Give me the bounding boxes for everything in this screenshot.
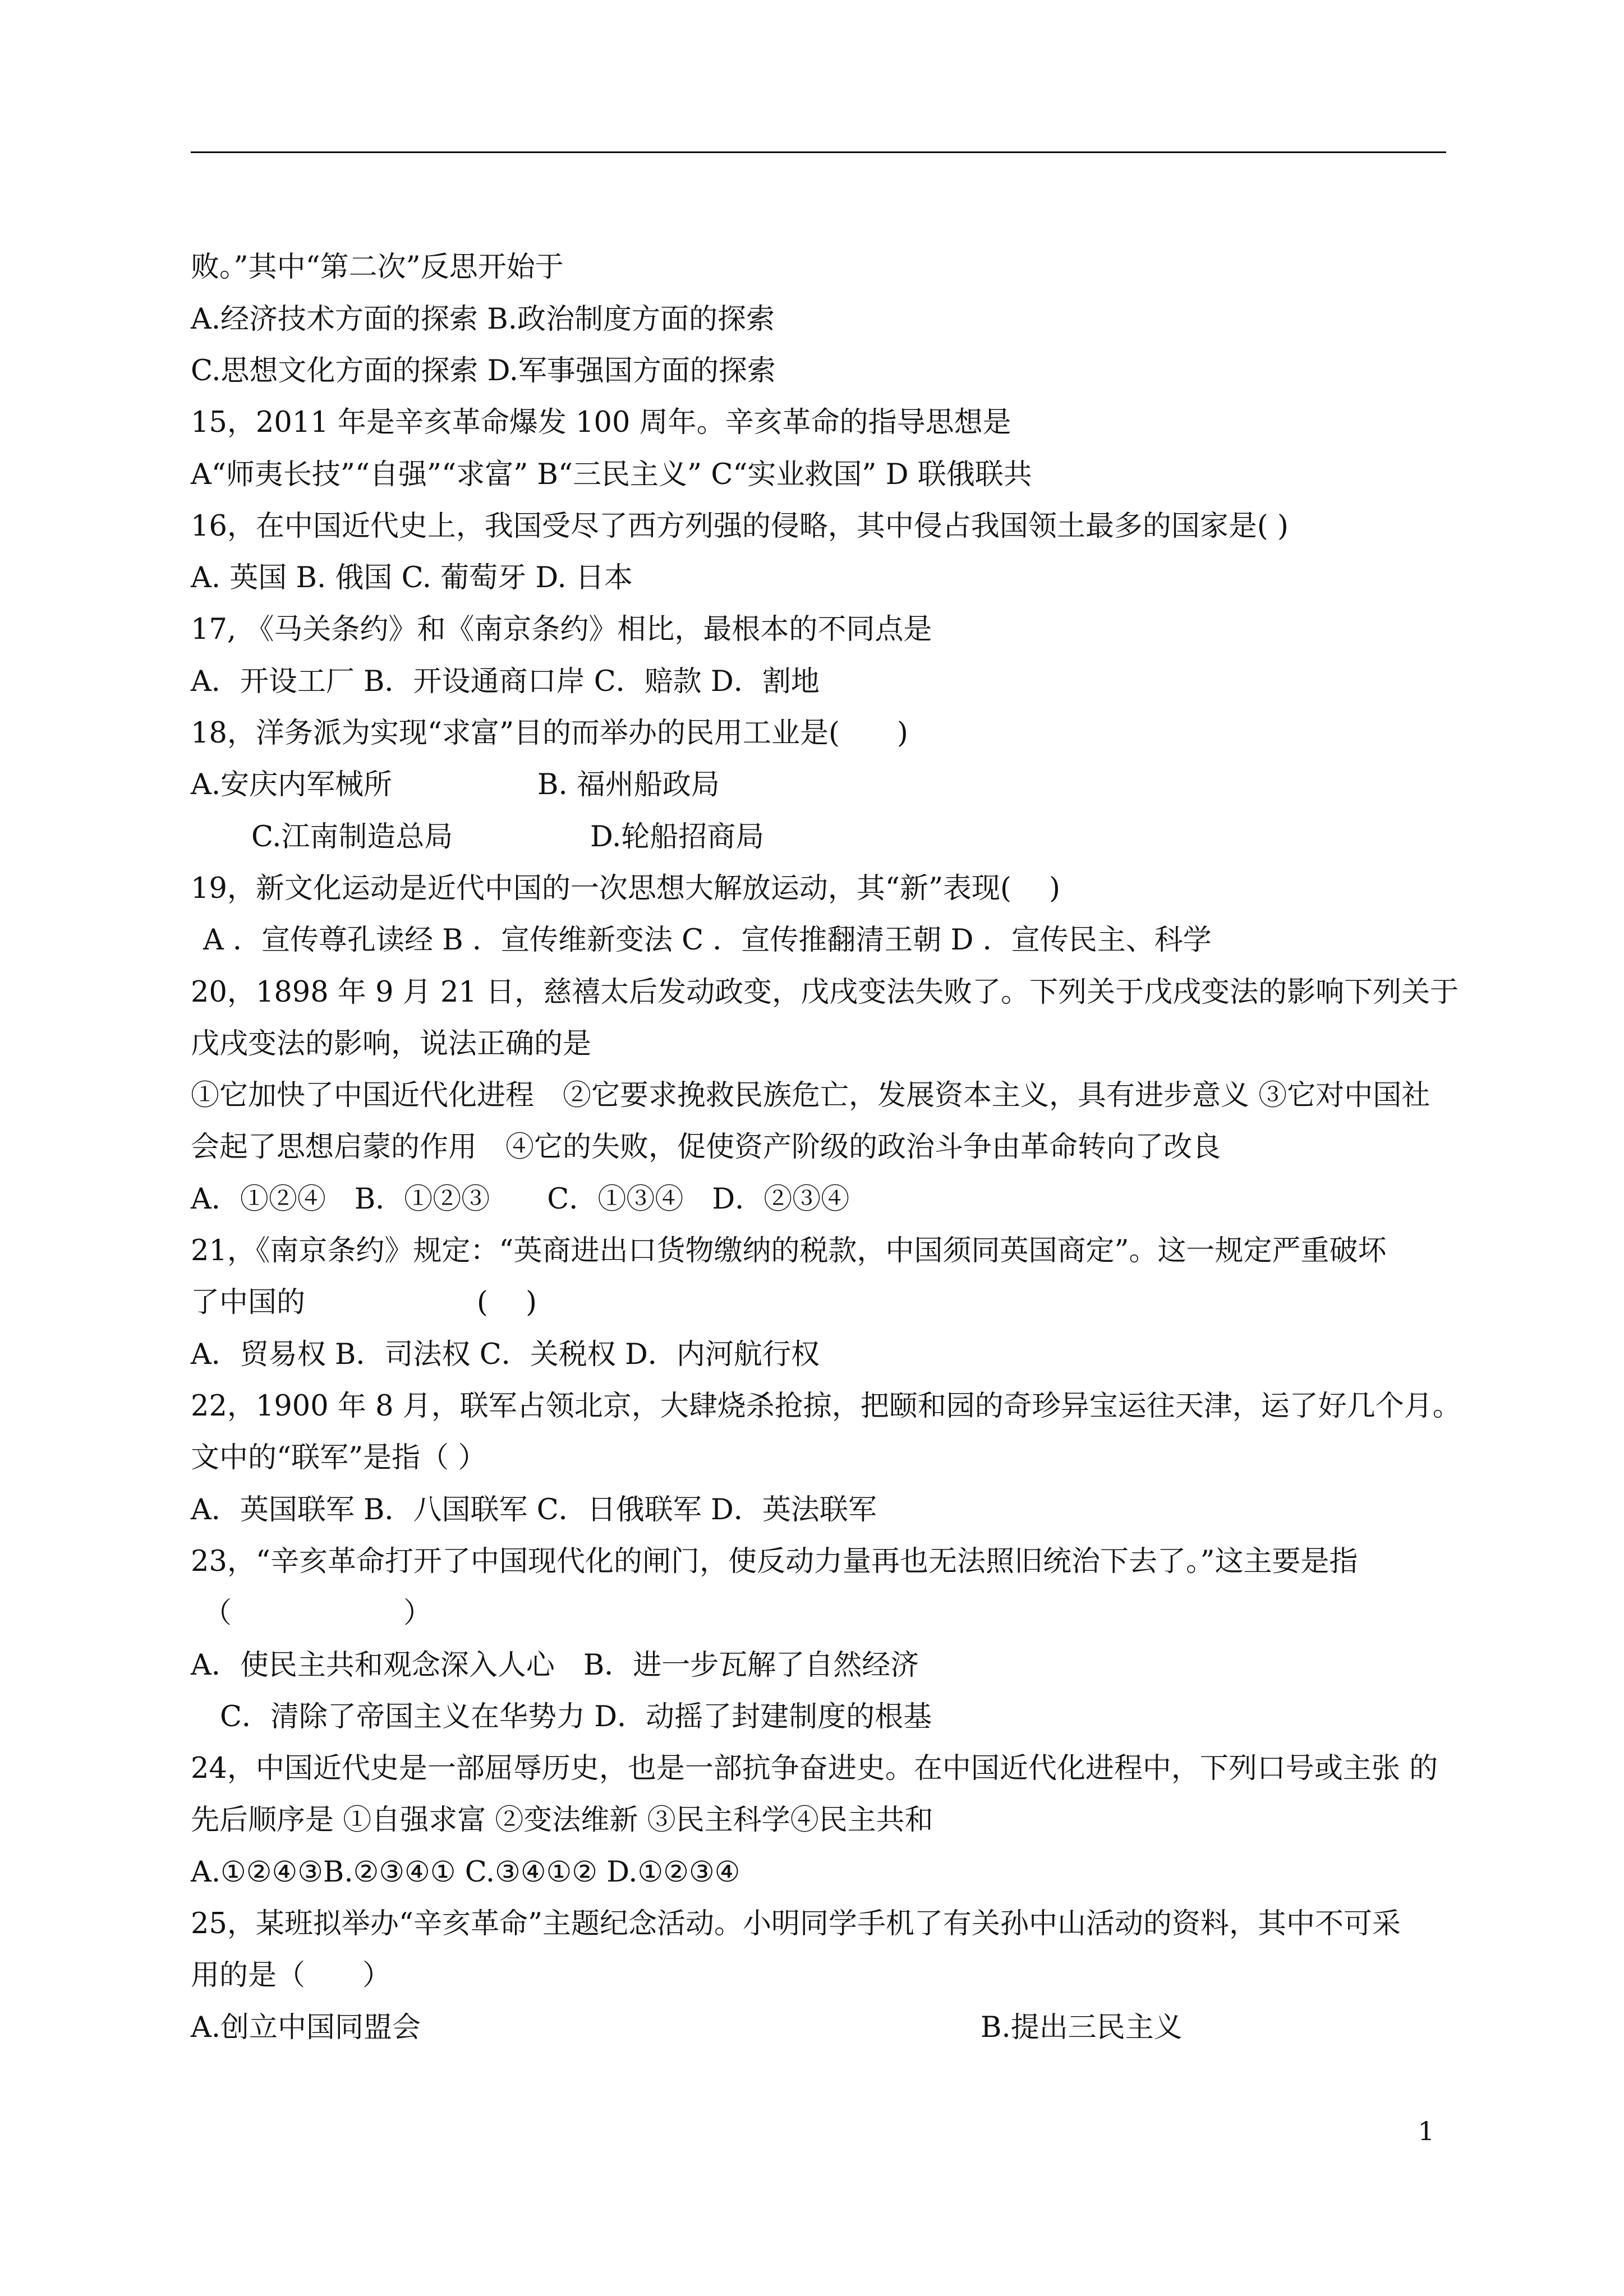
option-line: A.①②④③B.②③④① C.③④①② D.①②③④ (191, 1856, 740, 1889)
text-line: 败。”其中“第二次”反思开始于 (191, 251, 564, 284)
question-21: 21，《南京条约》规定：“英商进出口货物缴纳的税款，中国须同英国商定”。这一规定严重破坏 (191, 1234, 1387, 1267)
option-line: A.经济技术方面的探索 B.政治制度方面的探索 (191, 303, 775, 336)
option-line: A“师夷长技”“自强”“求富” B“三民主义” C“实业救国” D 联俄联共 (191, 458, 1032, 491)
option-c: C.江南制造总局 (251, 820, 453, 854)
question-22: 22，1900 年 8 月，联军占领北京，大肆烧杀抢掠，把颐和园的奇珍异宝运往天津，运了好几个月。 (191, 1390, 1461, 1423)
header-rule (191, 151, 1446, 153)
option-d: D.轮船招商局 (590, 820, 765, 854)
option-line: C.思想文化方面的探索 D.军事强国方面的探索 (191, 354, 776, 388)
question-18: 18，洋务派为实现“求富”目的而举办的民用工业是( ) (191, 717, 908, 750)
option-line: A．开设工厂 B．开设通商口岸 C．赔款 D．割地 (191, 665, 820, 698)
text-line: 会起了思想启蒙的作用 ④它的失败，促使资产阶级的政治斗争由革命转向了改良 (191, 1131, 1221, 1164)
question-20: 20，1898 年 9 月 21 日，慈禧太后发动政变，戊戌变法失败了。下列关于戊戌变法的影响下列关于 (191, 976, 1459, 1009)
option-a: A.创立中国同盟会 (191, 2011, 421, 2044)
question-25: 25，某班拟举办“辛亥革命”主题纪念活动。小明同学手机了有关孙中山活动的资料，其中不可采 (191, 1907, 1401, 1940)
option-line: A．使民主共和观念深入人心 B．进一步瓦解了自然经济 (191, 1649, 919, 1682)
text-line: （ ） (203, 1597, 433, 1630)
page-number: 1 (1418, 2116, 1434, 2146)
question-16: 16，在中国近代史上，我国受尽了西方列强的侵略，其中侵占我国领土最多的国家是( ) (191, 510, 1289, 543)
option-line: A．①②④ B．①②③ C．①③④ D．②③④ (191, 1183, 850, 1216)
question-17: 17, 《马关条约》和《南京条约》相比，最根本的不同点是 (191, 613, 932, 646)
option-line: A．英国联军 B．八国联军 C．日俄联军 D．英法联军 (191, 1493, 877, 1527)
text-line: ①它加快了中国近代化进程 ②它要求挽救民族危亡，发展资本主义，具有进步意义 ③它对中国社 (191, 1079, 1430, 1112)
option-line: A．贸易权 B．司法权 C．关税权 D．内河航行权 (191, 1338, 820, 1371)
option-line: A ．宣传尊孔读经 B ．宣传维新变法 C ．宣传推翻清王朝 D ．宣传民主、科学 (203, 924, 1212, 957)
option-b: B. 福州船政局 (537, 768, 720, 801)
question-19: 19，新文化运动是近代中国的一次思想大解放运动，其“新”表现( ) (191, 872, 1061, 905)
option-line: C．清除了帝国主义在华势力 D．动摇了封建制度的根基 (220, 1700, 932, 1733)
option-a: A.安庆内军械所 (191, 768, 393, 801)
text-line: 了中国的 ( ) (191, 1286, 537, 1319)
question-24: 24，中国近代史是一部屈辱历史，也是一部抗争奋进史。在中国近代化进程中，下列口号或主张 的 (191, 1752, 1438, 1785)
question-15: 15，2011 年是辛亥革命爆发 100 周年。辛亥革命的指导思想是 (191, 406, 1011, 439)
text-line: 用的是（ ） (191, 1959, 392, 1992)
text-line: 戊戌变法的影响，说法正确的是 (191, 1027, 592, 1061)
option-line: A. 英国 B. 俄国 C. 葡萄牙 D. 日本 (191, 561, 633, 594)
question-23: 23，“辛亥革命打开了中国现代化的闸门，使反动力量再也无法照旧统治下去了。”这主要是指 (191, 1545, 1358, 1578)
text-line: 先后顺序是 ①自强求富 ②变法维新 ③民主科学④民主共和 (191, 1804, 933, 1837)
text-line: 文中的“联军”是指（ ） (191, 1441, 487, 1474)
option-b: B.提出三民主义 (981, 2011, 1183, 2044)
